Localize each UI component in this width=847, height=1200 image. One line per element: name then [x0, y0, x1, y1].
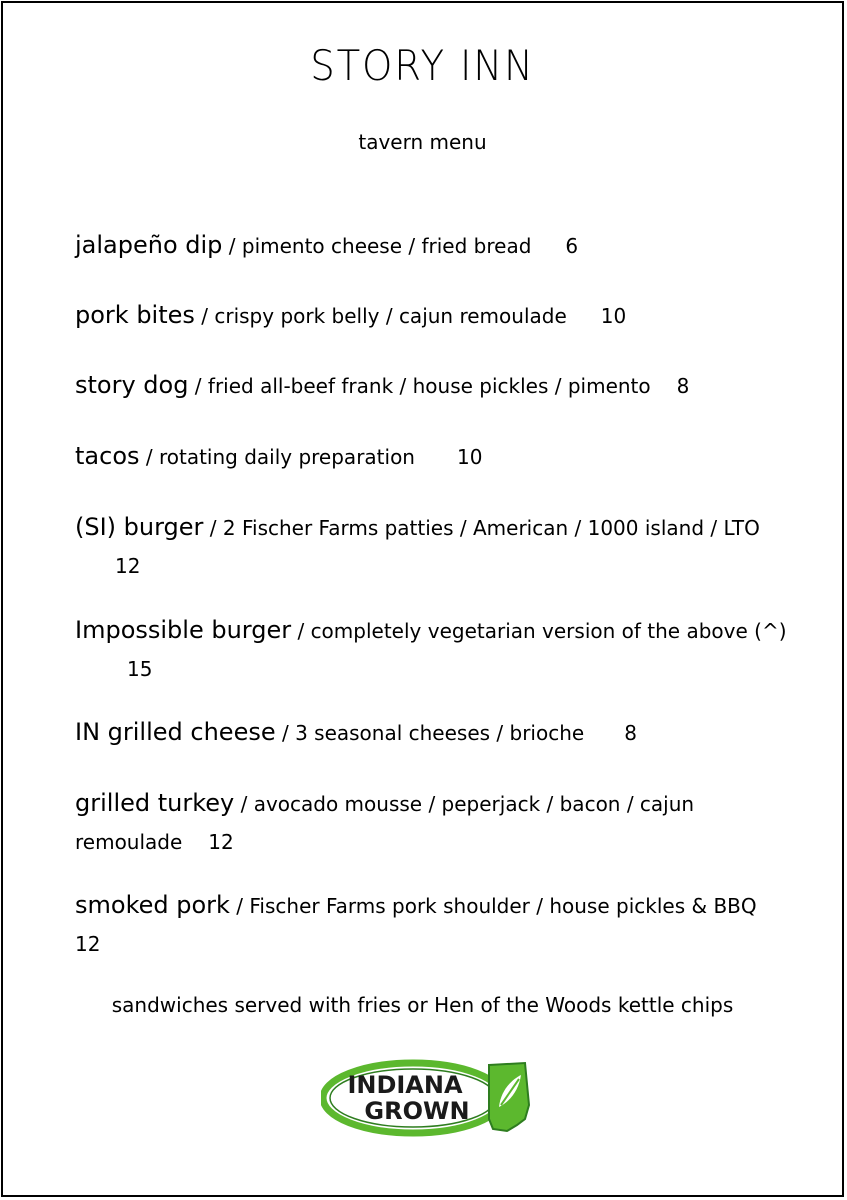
dish-description: / 3 seasonal cheeses / brioche	[275, 721, 585, 745]
dish-name: Impossible burger	[75, 616, 292, 644]
dish-description: / avocado mousse / peperjack / bacon / cajun remoulade	[75, 792, 695, 854]
menu-item	[75, 367, 795, 406]
menu-subtitle: tavern menu	[358, 130, 487, 154]
dish-name: IN grilled cheese	[75, 718, 276, 746]
dish-name: grilled turkey	[75, 789, 235, 817]
dish-price: 12	[115, 554, 141, 578]
dish-description: / rotating daily preparation	[139, 445, 415, 469]
dish-name: jalapeño dip	[75, 231, 223, 259]
menu-item	[75, 612, 795, 689]
dish-price: 12	[208, 830, 234, 854]
dish-description: / fried all-beef frank / house pickles / pimento	[188, 374, 651, 398]
indiana-grown-logo	[321, 1059, 533, 1137]
menu-item	[75, 714, 795, 753]
menu-page	[1, 1, 844, 1197]
dish-price: 10	[456, 445, 483, 469]
menu-item	[75, 297, 795, 336]
logo-line-1: INDIANA	[347, 1071, 463, 1099]
dish-description: / Fischer Farms pork shoulder / house pickles & BBQ	[229, 894, 757, 918]
dish-name: tacos	[75, 442, 140, 470]
menu-item	[75, 438, 795, 477]
restaurant-title: STORY INN	[310, 41, 535, 90]
dish-price: 8	[624, 721, 637, 745]
menu-item	[75, 785, 795, 862]
dish-price: 15	[127, 657, 153, 681]
dish-description: / crispy pork belly / cajun remoulade	[194, 304, 567, 328]
dish-name: pork bites	[75, 301, 195, 329]
menu-item	[75, 227, 795, 266]
sides-note: sandwiches served with fries or Hen of the Woods kettle chips	[111, 993, 734, 1017]
menu-item	[75, 887, 795, 964]
dish-description: / 2 Fischer Farms patties / American / 1000 island / LTO	[203, 516, 760, 540]
dish-price: 10	[600, 304, 627, 328]
menu-item	[75, 509, 795, 586]
dish-description: / pimento cheese / fried bread	[222, 234, 532, 258]
dish-description: / completely vegetarian version of the above (^)	[291, 619, 787, 643]
dish-name: smoked pork	[75, 891, 230, 919]
logo-line-2: GROWN	[364, 1097, 470, 1125]
dish-price: 8	[676, 374, 690, 398]
dish-name: story dog	[75, 371, 189, 399]
dish-name: (SI) burger	[75, 513, 204, 541]
dish-price: 6	[565, 234, 579, 258]
dish-price: 12	[75, 932, 101, 956]
